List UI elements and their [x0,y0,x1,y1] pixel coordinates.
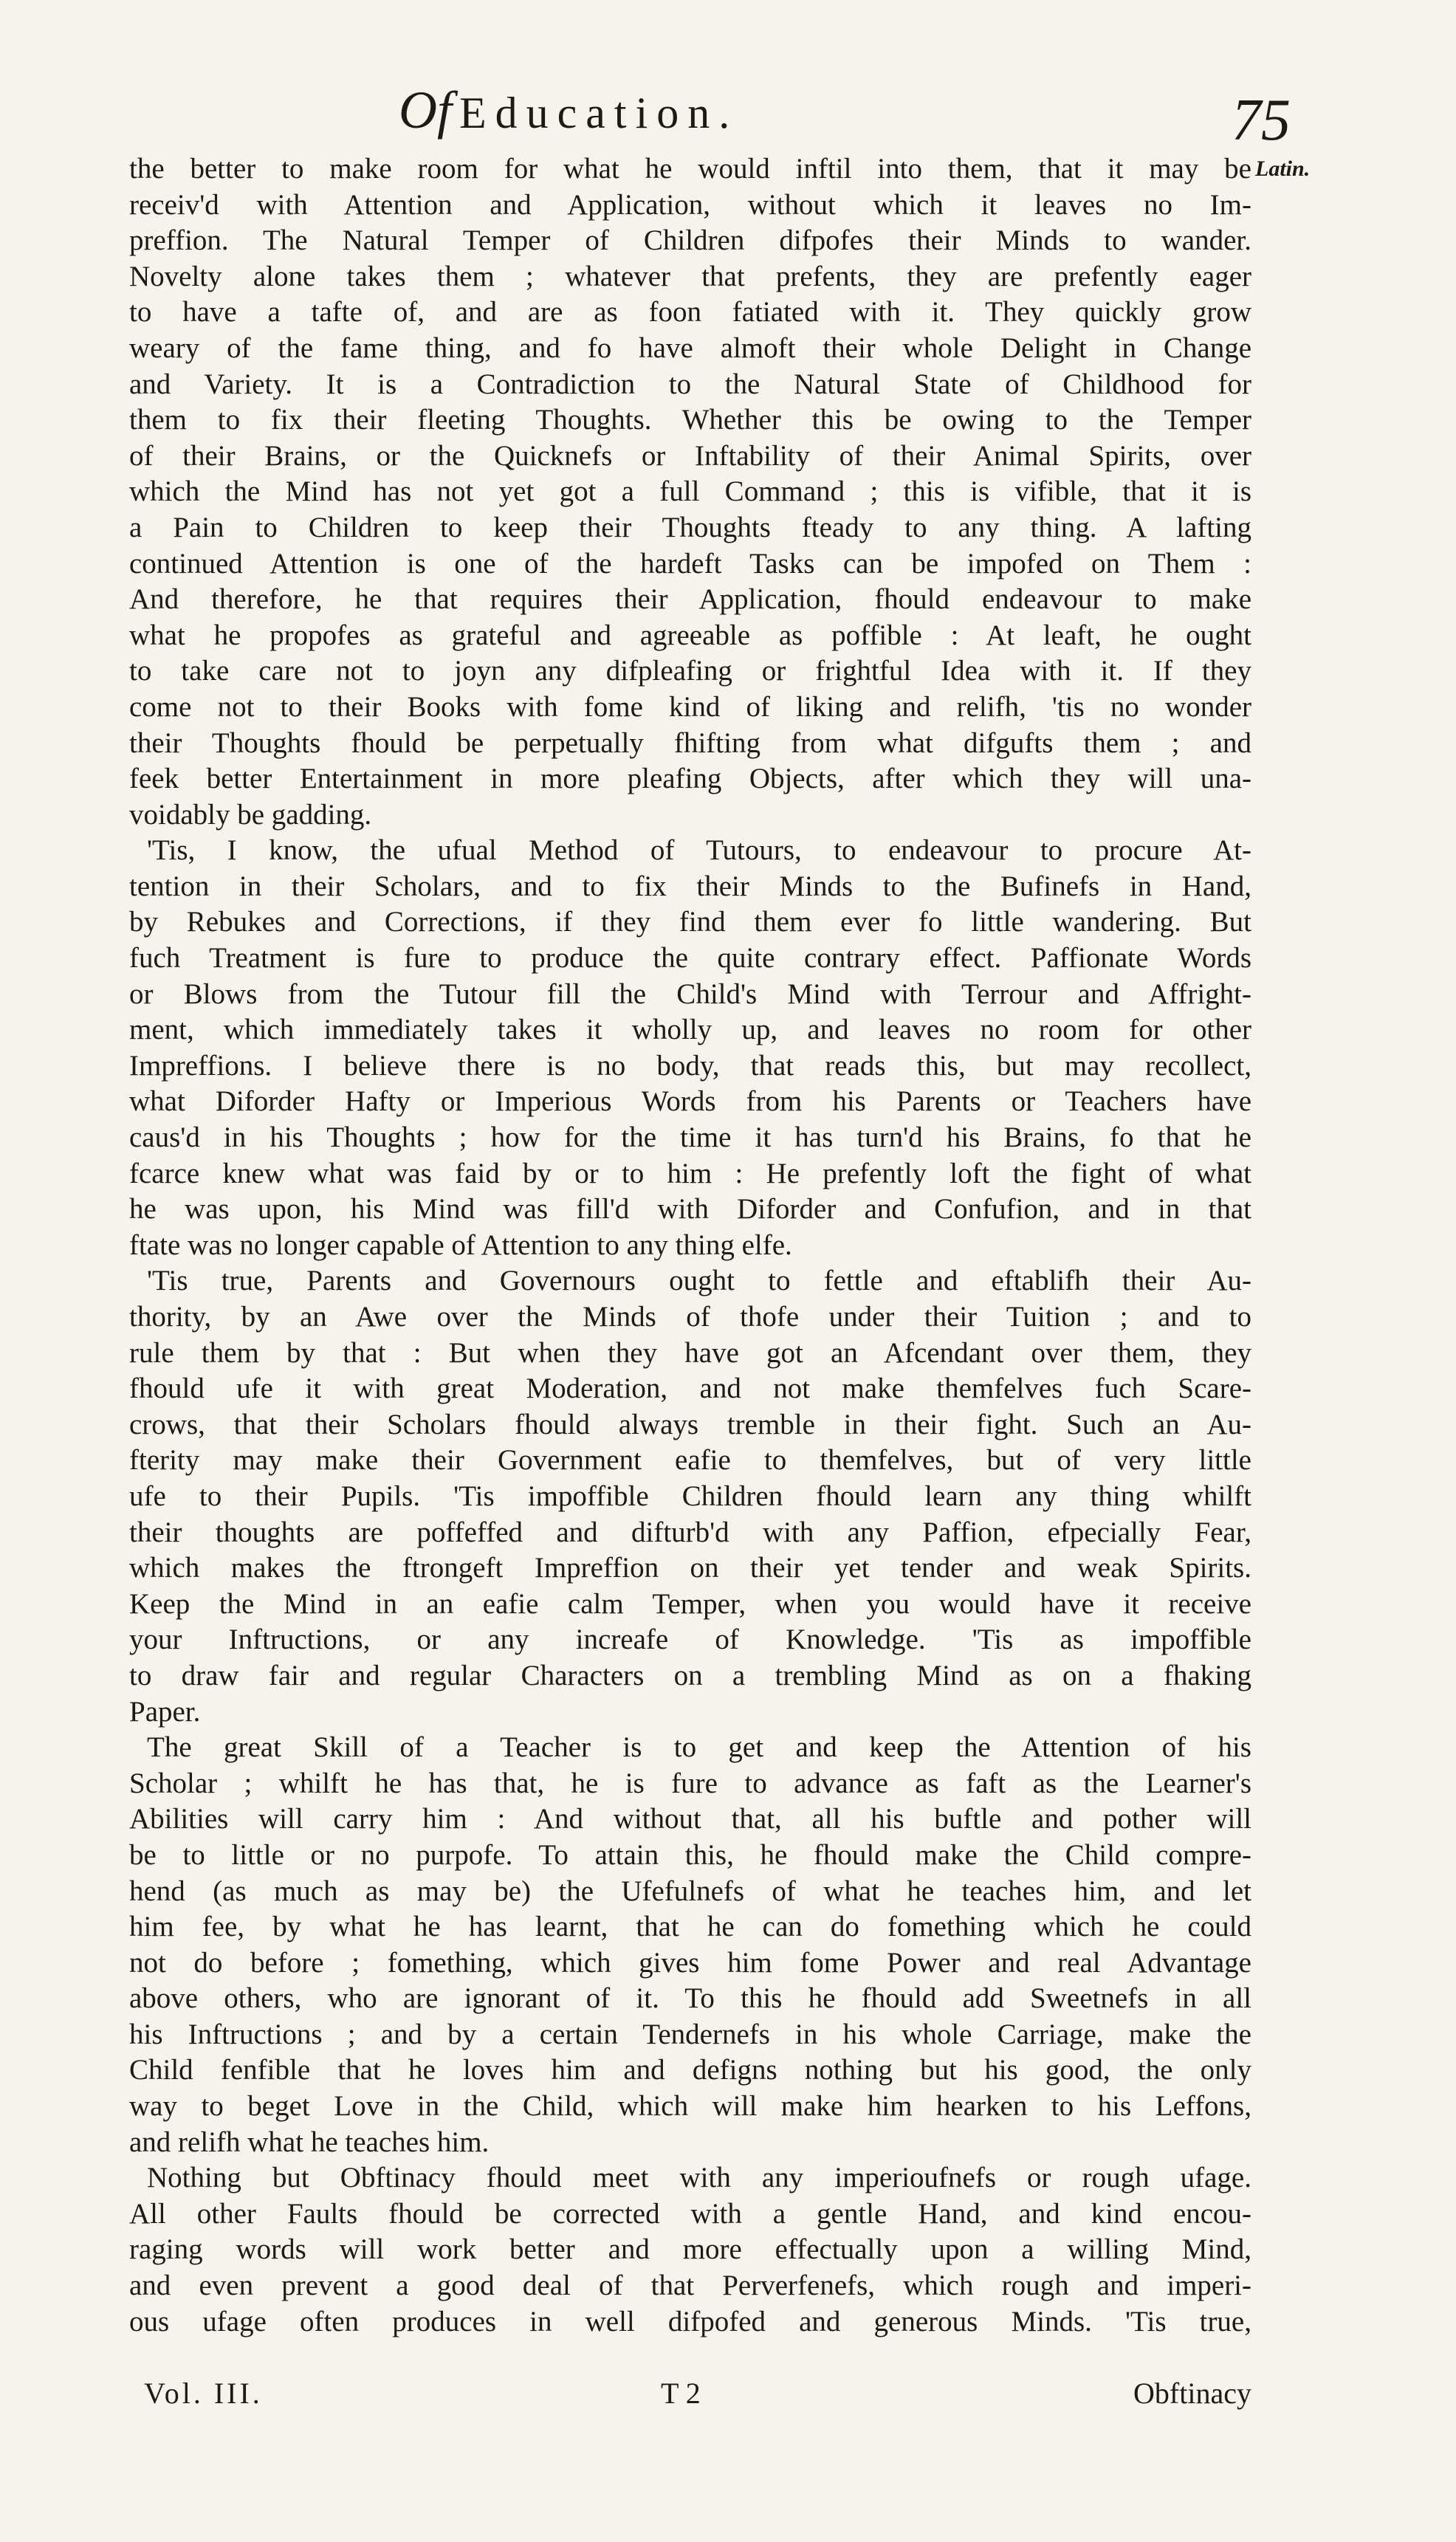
text-line: fuch Treatment is fure to produce the quite contrary effect. Paffionate Words [129,942,1251,975]
text-line: 'Tis true, Parents and Governours ought to fettle and eftablifh their Au- [147,1265,1251,1297]
text-line: 'Tis, I know, the ufual Method of Tutours, to endeavour to procure At- [147,834,1251,867]
text-line: preffion. The Natural Temper of Children difpofes their Minds to wander. [129,224,1251,257]
text-line: his Inftructions ; and by a certain Tendernefs in his whole Carriage, make the [129,2018,1251,2050]
text-line: weary of the fame thing, and fo have almoft their whole Delight in Change [129,332,1251,364]
text-line: ftate was no longer capable of Attention to any thing elfe. [129,1229,792,1261]
text-line: which the Mind has not yet got a full Command ; this is vifible, that it is [129,475,1251,508]
text-line: thority, by an Awe over the Minds of thofe under their Tuition ; and to [129,1301,1251,1333]
margin-note: Latin. [1255,157,1311,181]
text-line: above others, who are ignorant of it. To this he fhould add Sweetnefs in all [129,1982,1251,2015]
text-line: of their Brains, or the Quicknefs or Inftability of their Animal Spirits, over [129,439,1251,472]
text-line: The great Skill of a Teacher is to get and keep the Attention of his [147,1731,1251,1764]
text-line: what he propofes as grateful and agreeable as poffible : At leaft, he ought [129,619,1251,651]
volume-label: Vol. III. [144,2377,263,2410]
page-number: 75 [1232,88,1291,153]
text-line: and relifh what he teaches him. [129,2126,490,2158]
running-header [399,80,1063,139]
text-line: a Pain to Children to keep their Thoughts fteady to any thing. A lafting [129,511,1251,543]
text-line: continued Attention is one of the hardeft Tasks can be impofed on Them : [129,547,1251,580]
text-line: Scholar ; whilft he has that, he is fure to advance as faft as the Learner's [129,1767,1251,1799]
text-line: Paper. [129,1695,201,1728]
text-line: what Diforder Hafty or Imperious Words from his Parents or Teachers have [129,1085,1251,1118]
text-line: fcarce knew what was faid by or to him : He prefently loft the fight of what [129,1157,1251,1189]
text-line: ous ufage often produces in well difpofed and generous Minds. 'Tis true, [129,2305,1251,2337]
text-line: come not to their Books with fome kind of liking and relifh, 'tis no wonder [129,690,1251,723]
page-footer [144,2376,1251,2420]
text-line: not do before ; fomething, which gives him fome Power and real Advantage [129,1946,1251,1979]
text-line: Nothing but Obftinacy fhould meet with any imperioufnefs or rough ufage. [147,2162,1251,2194]
body-text [129,151,1251,2340]
text-line: tention in their Scholars, and to fix their Minds to the Bufinefs in Hand, [129,870,1251,902]
text-line: and Variety. It is a Contradiction to the Natural State of Childhood for [129,368,1251,400]
text-line: by Rebukes and Corrections, if they find them ever fo little wandering. But [129,906,1251,938]
text-line: receiv'd with Attention and Application, without which it leaves no Im- [129,188,1251,221]
text-line: them to fix their fleeting Thoughts. Whether this be owing to the Temper [129,404,1251,436]
text-line: Impreffions. I believe there is no body, that reads this, but may recollect, [129,1049,1251,1082]
text-line: to draw fair and regular Characters on a trembling Mind as on a fhaking [129,1659,1251,1691]
text-line: Novelty alone takes them ; whatever that prefents, they are prefently eager [129,260,1251,292]
text-line: your Inftructions, or any increafe of Knowledge. 'Tis as impoffible [129,1624,1251,1656]
text-line: feek better Entertainment in more pleafing Objects, after which they will una- [129,763,1251,795]
catchword: Obftinacy [1133,2377,1251,2410]
signature-mark: T 2 [661,2377,701,2410]
text-line: rule them by that : But when they have got an Afcendant over them, they [129,1336,1251,1369]
text-line: fterity may make their Government eafie to themfelves, but of very little [129,1444,1251,1477]
text-line: way to beget Love in the Child, which will make him hearken to his Leffons, [129,2090,1251,2123]
text-line: crows, that their Scholars fhould always tremble in their fight. Such an Au- [129,1408,1251,1440]
header-title [399,80,738,141]
text-line: hend (as much as may be) the Ufefulnefs of what he teaches him, and let [129,1875,1251,1907]
text-line: And therefore, he that requires their Application, fhould endeavour to make [129,583,1251,616]
text-line: voidably be gadding. [129,798,372,831]
header-title-text: Education. [459,89,739,137]
text-line: raging words will work better and more effectually upon a willing Mind, [129,2233,1251,2266]
text-line: their Thoughts fhould be perpetually fhifting from what difgufts them ; and [129,726,1251,759]
text-line: ment, which immediately takes it wholly up, and leaves no room for other [129,1014,1251,1046]
text-line: Abilities will carry him : And without that, all his buftle and pother will [129,1803,1251,1835]
text-line: to have a tafte of, and are as foon fatiated with it. They quickly grow [129,296,1251,329]
text-line: which makes the ftrongeft Impreffion on their yet tender and weak Spirits. [129,1552,1251,1584]
text-line: and even prevent a good deal of that Perverfenefs, which rough and imperi- [129,2270,1251,2302]
text-line: All other Faults fhould be corrected with a gentle Hand, and kind encou- [129,2197,1251,2230]
text-line: him fee, by what he has learnt, that he can do fomething which he could [129,1911,1251,1943]
text-line: ufe to their Pupils. 'Tis impoffible Children fhould learn any thing whilft [129,1480,1251,1512]
text-line: be to little or no purpofe. To attain this, he fhould make the Child compre- [129,1838,1251,1871]
text-line: Keep the Mind in an eafie calm Temper, when you would have it receive [129,1587,1251,1620]
text-line: he was upon, his Mind was fill'd with Diforder and Confufion, and in that [129,1193,1251,1226]
text-line: Child fenfible that he loves him and defigns nothing but his good, the only [129,2054,1251,2086]
text-line: the better to make room for what he would inftil into them, that it may be [129,153,1251,185]
text-line: their thoughts are poffeffed and difturb'd with any Paffion, efpecially Fear, [129,1516,1251,1548]
text-line: to take care not to joyn any difpleafing or frightful Idea with it. If they [129,655,1251,687]
text-line: fhould ufe it with great Moderation, and not make themfelves fuch Scare- [129,1373,1251,1405]
header-prefix: Of [399,80,452,140]
text-line: caus'd in his Thoughts ; how for the time it has turn'd his Brains, fo that he [129,1121,1251,1154]
text-line: or Blows from the Tutour fill the Child's Mind with Terrour and Affright- [129,978,1251,1010]
